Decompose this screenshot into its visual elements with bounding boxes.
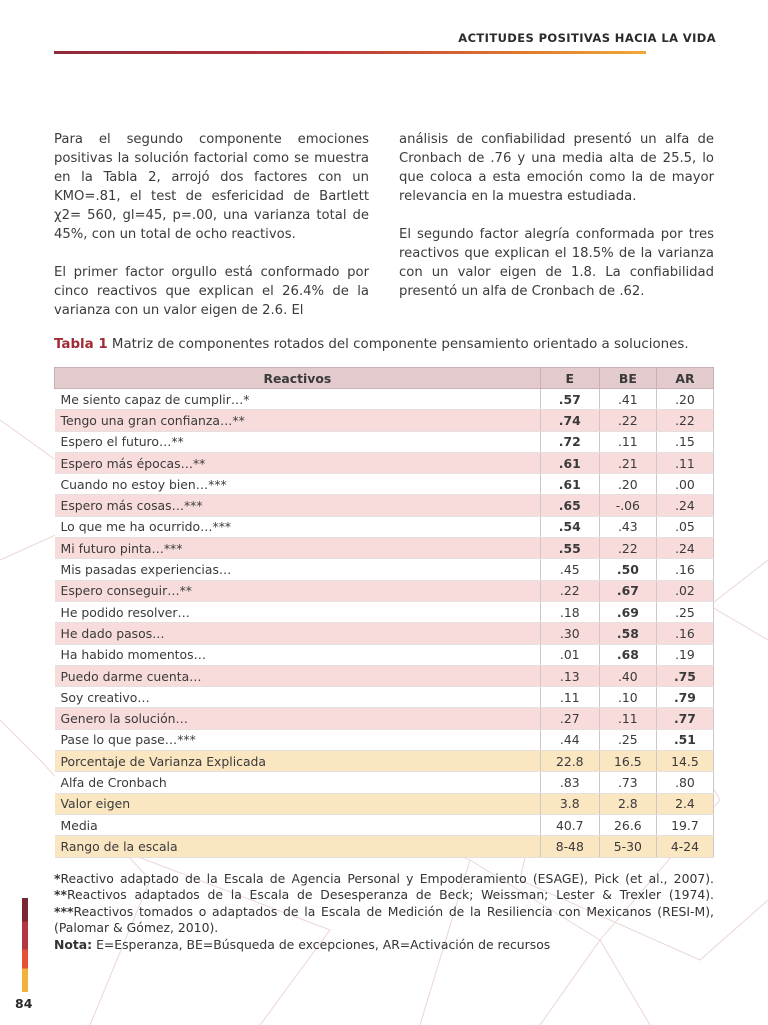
cell-e: 40.7	[540, 814, 599, 835]
header-e: E	[540, 368, 599, 389]
cell-be: .68	[599, 644, 656, 665]
cell-e: .65	[540, 495, 599, 516]
header-ar: AR	[656, 368, 713, 389]
footnote-text: Reactivo adaptado de la Escala de Agencia Personal y Empoderamiento (ESAGE), Pick (et al., 2007).	[60, 871, 714, 886]
cell-ar: .05	[656, 516, 713, 537]
cell-e: .61	[540, 452, 599, 473]
table-row	[55, 474, 714, 495]
cell-ar: .24	[656, 495, 713, 516]
cell-item: Pase lo que pase…***	[55, 729, 541, 750]
cell-e: .22	[540, 580, 599, 601]
cell-e: .74	[540, 410, 599, 431]
page-number: 84	[15, 996, 33, 1011]
table-row	[55, 559, 714, 580]
cell-ar: .51	[656, 729, 713, 750]
table-body	[55, 389, 714, 858]
cell-e: .44	[540, 729, 599, 750]
cell-item: Mis pasadas experiencias…	[55, 559, 541, 580]
cell-be: .50	[599, 559, 656, 580]
cell-be: .21	[599, 452, 656, 473]
cell-be: 5-30	[599, 836, 656, 857]
cell-e: .57	[540, 389, 599, 410]
paragraph: Para el segundo componente emociones positivas la solución factorial como se muestra en la Tabla 2, arrojó dos factores con un KMO=.81, el test de esfericidad de Bartlett χ2= 560, gl=45, p=.00, una varianza total de 45%, con un total de ocho reactivos.	[54, 132, 369, 242]
cell-e: .13	[540, 665, 599, 686]
cell-item: Puedo darme cuenta…	[55, 665, 541, 686]
cell-ar: .00	[656, 474, 713, 495]
table-row	[55, 516, 714, 537]
cell-be: .73	[599, 772, 656, 793]
cell-ar: .22	[656, 410, 713, 431]
cell-ar: .11	[656, 452, 713, 473]
table-row	[55, 538, 714, 559]
cell-item: Espero conseguir…**	[55, 580, 541, 601]
note-text: E=Esperanza, BE=Búsqueda de excepciones, AR=Activación de recursos	[92, 936, 551, 952]
paragraph: análisis de confiabilidad presentó un alfa de Cronbach de .76 y una media alta de 25.5, lo que coloca a esta emoción como la de mayor relevancia en la muestra estudiada.	[399, 132, 714, 204]
footnote-text: Reactivos adaptados de la Escala de Desesperanza de Beck; Weissman; Lester & Trexler (1974).	[66, 887, 714, 903]
running-header-title: ACTITUDES POSITIVAS HACIA LA VIDA	[458, 31, 716, 45]
table-row	[55, 601, 714, 622]
cell-e: .45	[540, 559, 599, 580]
cell-e: .54	[540, 516, 599, 537]
paragraph: El segundo factor alegría conformada por tres reactivos que explican el 18.5% de la varianza con un valor eigen de 1.8. La confiabilidad presentó un alfa de Cronbach de .62.	[399, 227, 714, 299]
table-row	[55, 665, 714, 686]
cell-item: Lo que me ha ocurrido…***	[55, 516, 541, 537]
cell-be: .69	[599, 601, 656, 622]
footnote-references	[54, 871, 714, 937]
table-row	[55, 687, 714, 708]
table-header-row	[55, 368, 714, 389]
note-line	[54, 937, 714, 953]
cell-item: Mi futuro pinta…***	[55, 538, 541, 559]
table-row	[55, 836, 714, 857]
cell-ar: .15	[656, 431, 713, 452]
table-row	[55, 623, 714, 644]
table-row	[55, 644, 714, 665]
table-row	[55, 580, 714, 601]
cell-ar: 2.4	[656, 793, 713, 814]
table-caption	[54, 337, 689, 352]
cell-item: Rango de la escala	[55, 836, 541, 857]
cell-be: .40	[599, 665, 656, 686]
table-caption-label: Tabla 1	[54, 337, 108, 352]
cell-ar: .77	[656, 708, 713, 729]
table-row	[55, 751, 714, 772]
cell-ar: .25	[656, 601, 713, 622]
cell-ar: .16	[656, 559, 713, 580]
table-row	[55, 410, 714, 431]
cell-be: .10	[599, 687, 656, 708]
cell-item: Genero la solución…	[55, 708, 541, 729]
cell-item: He dado pasos…	[55, 623, 541, 644]
footnote-text: Reactivos tomados o adaptados de la Escala de Medición de la Resiliencia con Mexicanos (RESI-M), (Palomar & Gómez, 2010).	[54, 903, 714, 936]
cell-be: 26.6	[599, 814, 656, 835]
table-row	[55, 729, 714, 750]
cell-item: Valor eigen	[55, 793, 541, 814]
cell-item: Media	[55, 814, 541, 835]
components-matrix-table	[54, 367, 714, 858]
cell-be: .11	[599, 708, 656, 729]
table-caption-text: Matriz de componentes rotados del componente pensamiento orientado a soluciones.	[107, 337, 689, 352]
cell-e: .55	[540, 538, 599, 559]
body-column-left	[54, 130, 369, 339]
cell-be: .20	[599, 474, 656, 495]
table-row	[55, 708, 714, 729]
cell-ar: 4-24	[656, 836, 713, 857]
side-color-bar	[22, 898, 28, 992]
header-divider	[54, 51, 646, 54]
cell-item: Espero el futuro…**	[55, 431, 541, 452]
cell-item: Ha habido momentos…	[55, 644, 541, 665]
cell-ar: .16	[656, 623, 713, 644]
cell-be: .43	[599, 516, 656, 537]
cell-e: .18	[540, 601, 599, 622]
cell-e: 8-48	[540, 836, 599, 857]
cell-ar: 14.5	[656, 751, 713, 772]
cell-item: He podido resolver…	[55, 601, 541, 622]
body-column-right	[399, 130, 714, 320]
table-row	[55, 814, 714, 835]
footnote-mark: **	[54, 887, 67, 903]
cell-item: Me siento capaz de cumplir…*	[55, 389, 541, 410]
cell-e: .83	[540, 772, 599, 793]
cell-ar: .80	[656, 772, 713, 793]
cell-ar: .02	[656, 580, 713, 601]
cell-item: Espero más cosas…***	[55, 495, 541, 516]
cell-be: .25	[599, 729, 656, 750]
footnote-mark: *	[54, 871, 61, 886]
cell-e: .11	[540, 687, 599, 708]
header-reactivos: Reactivos	[55, 368, 541, 389]
cell-item: Cuando no estoy bien…***	[55, 474, 541, 495]
footnote-mark: ***	[54, 903, 74, 919]
cell-be: .22	[599, 538, 656, 559]
cell-e: .30	[540, 623, 599, 644]
cell-ar: 19.7	[656, 814, 713, 835]
cell-be: .58	[599, 623, 656, 644]
cell-e: .61	[540, 474, 599, 495]
note-label: Nota:	[54, 936, 93, 952]
cell-ar: .79	[656, 687, 713, 708]
cell-be: .11	[599, 431, 656, 452]
cell-ar: .20	[656, 389, 713, 410]
cell-ar: .24	[656, 538, 713, 559]
cell-item: Tengo una gran confianza…**	[55, 410, 541, 431]
cell-be: .22	[599, 410, 656, 431]
paragraph: El primer factor orgullo está conformado por cinco reactivos que explican el 26.4% de la varianza con un valor eigen de 2.6. El	[54, 265, 369, 318]
cell-be: 2.8	[599, 793, 656, 814]
cell-be: 16.5	[599, 751, 656, 772]
table-row	[55, 772, 714, 793]
cell-ar: .75	[656, 665, 713, 686]
cell-e: 3.8	[540, 793, 599, 814]
cell-e: .27	[540, 708, 599, 729]
table-row	[55, 495, 714, 516]
table-row	[55, 793, 714, 814]
cell-be: .41	[599, 389, 656, 410]
cell-e: .01	[540, 644, 599, 665]
cell-item: Porcentaje de Varianza Explicada	[55, 751, 541, 772]
header-be: BE	[599, 368, 656, 389]
cell-item: Alfa de Cronbach	[55, 772, 541, 793]
cell-e: 22.8	[540, 751, 599, 772]
table-row	[55, 452, 714, 473]
cell-be: .67	[599, 580, 656, 601]
cell-be: -.06	[599, 495, 656, 516]
cell-ar: .19	[656, 644, 713, 665]
table-row	[55, 431, 714, 452]
cell-e: .72	[540, 431, 599, 452]
cell-item: Soy creativo…	[55, 687, 541, 708]
cell-item: Espero más épocas…**	[55, 452, 541, 473]
table-notes	[54, 871, 714, 953]
table-row	[55, 389, 714, 410]
